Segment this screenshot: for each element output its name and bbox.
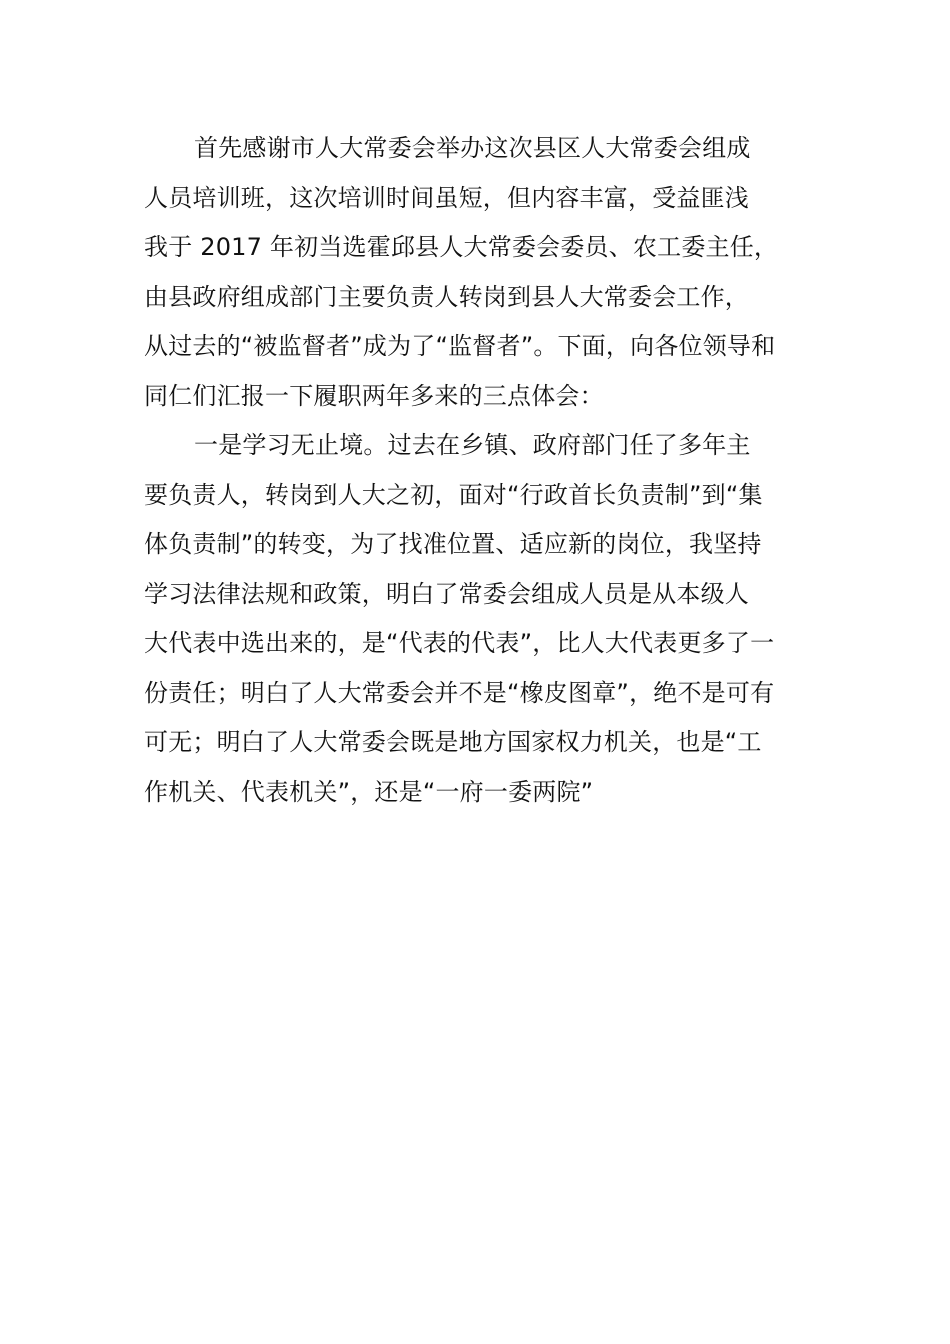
document-body <box>144 124 806 817</box>
text-line: 份责任；明白了人大常委会并不是“橡皮图章”，绝不是可有 <box>144 678 775 707</box>
text-line: 我于 2017 年初当选霍邱县人大常委会委员、农工委主任， <box>144 233 779 261</box>
text-line: 可无；明白了人大常委会既是地方国家权力机关，也是“工 <box>144 728 762 756</box>
text-line: 同仁们汇报一下履职两年多来的三点体会： <box>144 381 604 410</box>
text-line: 人员培训班，这次培训时间虽短，但内容丰富，受益匪浅 <box>144 183 749 212</box>
text-line: 一是学习无止境。过去在乡镇、政府部门任了多年主 <box>194 431 751 459</box>
text-line: 从过去的“被监督者”成为了“监督者”。下面，向各位领导和 <box>144 332 776 360</box>
text-line: 作机关、代表机关”，还是“一府一委两院” <box>144 777 594 806</box>
text-line: 由县政府组成部门主要负责人转岗到县人大常委会工作， <box>144 282 749 311</box>
text-line: 学习法律法规和政策，明白了常委会组成人员是从本级人 <box>144 579 749 608</box>
text-line: 大代表中选出来的，是“代表的代表”，比人大代表更多了一 <box>144 629 775 657</box>
text-line: 首先感谢市人大常委会举办这次县区人大常委会组成 <box>194 134 751 162</box>
text-line: 要负责人，转岗到人大之初，面对“行政首长负责制”到“集 <box>144 480 763 509</box>
paragraph-1 <box>144 124 806 421</box>
paragraph-2 <box>144 421 806 817</box>
text-line: 体负责制”的转变，为了找准位置、适应新的岗位，我坚持 <box>144 530 762 558</box>
